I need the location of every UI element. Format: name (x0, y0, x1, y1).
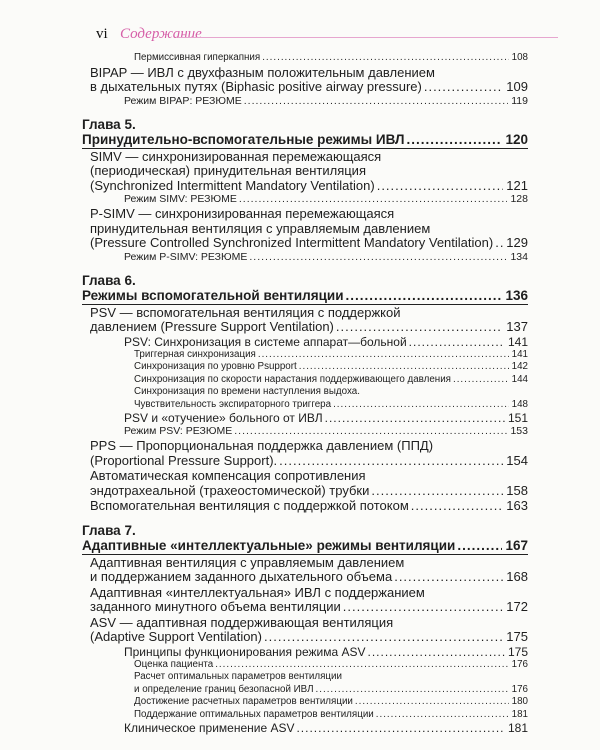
page-ref: 158 (506, 482, 528, 498)
toc-entry[interactable] (82, 659, 528, 672)
page-ref: 141 (511, 348, 528, 360)
leader-dots (336, 320, 503, 335)
entry-title: в дыхательных путях (Biphasic positive airway pressure) (90, 79, 422, 94)
leader-dots (234, 425, 507, 438)
entry-title: Режим P-SIMV: РЕЗЮМЕ (124, 250, 248, 263)
toc-chapter[interactable] (82, 523, 528, 555)
page-ref: 120 (505, 131, 528, 147)
toc-entry[interactable] (82, 386, 528, 411)
entry-title-line: SIMV — синхронизированная перемежающаяся (90, 148, 382, 164)
page-ref: 153 (510, 425, 528, 437)
toc-entry[interactable] (82, 150, 528, 194)
entry-title: PSV и «отучение» больного от ИВЛ (124, 411, 323, 425)
entry-title-line: BIPAP — ИВЛ с двухфазным положительным давлением (90, 64, 435, 80)
leader-dots (316, 684, 509, 697)
page-ref: 109 (506, 79, 528, 94)
entry-title: заданного минутного объема вентиляции (90, 599, 341, 614)
page-ref: 172 (506, 599, 528, 614)
leader-dots (394, 570, 503, 585)
toc-entry[interactable] (82, 306, 528, 335)
toc-entry[interactable] (82, 193, 528, 206)
page-ref: 137 (506, 319, 528, 334)
leader-dots (215, 659, 508, 672)
leader-dots (368, 645, 505, 659)
toc-entry[interactable] (82, 696, 528, 709)
leader-dots (495, 236, 503, 251)
entry-title: Синхронизация по уровню Psupport (134, 361, 297, 372)
toc-entry[interactable] (82, 556, 528, 585)
entry-title-line: ASV — адаптивная поддерживающая вентиляция (90, 614, 394, 630)
page-ref: 168 (506, 569, 528, 584)
entry-title: (Synchronized Intermittent Mandatory Ventilation) (90, 177, 375, 193)
page-ref: 119 (511, 94, 528, 107)
toc-entry[interactable] (82, 66, 528, 95)
page-ref: 142 (511, 361, 528, 372)
leader-dots (343, 600, 504, 615)
entry-title: Режим BIPAP: РЕЗЮМЕ (124, 94, 242, 107)
entry-title-line: Расчет оптимальных параметров вентиляции (134, 671, 342, 682)
entry-title: Пермиссивная гиперкапния (134, 52, 261, 63)
page-ref: 136 (505, 287, 528, 303)
leader-dots (239, 193, 508, 206)
entry-title: Триггерная синхронизация (134, 348, 256, 360)
leader-dots (264, 630, 503, 645)
chapter-label: Глава 7. (82, 522, 136, 538)
leader-dots (355, 696, 509, 709)
entry-title: и определение границ безопасной ИВЛ (134, 683, 314, 695)
toc-entry[interactable] (82, 671, 528, 696)
toc-entry[interactable] (82, 335, 528, 349)
toc-entry[interactable] (82, 499, 528, 514)
leader-dots (377, 179, 504, 194)
page-ref: 154 (506, 452, 528, 468)
entry-title: Принципы функционирования режима ASV (124, 644, 366, 659)
entry-title: Вспомогательная вентиляция с поддержкой потоком (90, 498, 409, 513)
toc-entry[interactable] (82, 439, 528, 468)
toc-entry[interactable] (82, 721, 528, 735)
entry-title: Режим PSV: РЕЗЮМЕ (124, 425, 233, 437)
leader-dots (325, 411, 505, 425)
entry-title-line: (периодическая) принудительная вентиляция (90, 163, 366, 178)
toc-entry[interactable] (82, 251, 528, 264)
toc-entry[interactable] (82, 469, 528, 498)
page-ref: 181 (511, 708, 528, 720)
leader-dots (333, 399, 509, 412)
entry-title: (Proportional Pressure Support). (90, 452, 278, 468)
entry-title: Чувствительность экспираторного триггера (134, 398, 332, 410)
toc-chapter[interactable] (82, 273, 528, 305)
toc-entry[interactable] (82, 425, 528, 438)
page-ref: 108 (511, 52, 528, 63)
leader-dots (258, 349, 509, 362)
entry-title-line: Автоматическая компенсация сопротивления (90, 468, 366, 483)
page-ref: 181 (507, 721, 528, 735)
entry-title: и поддержанием заданного дыхательного объема (90, 569, 393, 584)
entry-title: (Adaptive Support Ventilation) (90, 629, 262, 644)
entry-title-line: P-SIMV — синхронизированная перемежающаяся (90, 206, 395, 221)
toc-entry[interactable] (82, 645, 528, 659)
leader-dots (346, 288, 503, 303)
page-ref: 134 (510, 250, 528, 263)
page-ref: 175 (507, 644, 528, 659)
page-ref: 180 (511, 696, 528, 707)
toc-entry[interactable] (82, 709, 528, 722)
leader-dots (406, 132, 502, 147)
leader-dots (371, 484, 503, 499)
leader-dots (411, 499, 504, 514)
entry-title: Адаптивные «интеллектуальные» режимы вентиляции (82, 537, 456, 553)
leader-dots (296, 721, 505, 735)
page-ref: 176 (511, 683, 528, 695)
running-title: Содержание (120, 26, 202, 42)
page-ref: 167 (505, 537, 528, 553)
page-header (96, 26, 556, 44)
toc-entry[interactable] (82, 374, 528, 387)
chapter-label: Глава 6. (82, 272, 136, 288)
entry-title: Поддержание оптимальных параметров вентиляции (134, 708, 374, 720)
page-ref: 176 (511, 658, 528, 670)
leader-dots (409, 335, 505, 349)
leader-dots (299, 361, 509, 374)
leader-dots (249, 251, 507, 264)
entry-title: PSV: Синхронизация в системе аппарат—больной (124, 334, 407, 349)
page-ref: 128 (510, 193, 528, 205)
entry-title: Достижение расчетных параметров вентиляции (134, 696, 353, 707)
entry-title-line: Адаптивная «интеллектуальная» ИВЛ с поддержанием (90, 584, 425, 600)
leader-dots (457, 538, 502, 553)
header-rule (178, 37, 558, 38)
page-ref: 151 (507, 411, 528, 425)
toc-entry[interactable] (82, 207, 528, 251)
entry-title: Принудительно-вспомогательные режимы ИВЛ (82, 131, 405, 147)
table-of-contents (82, 52, 528, 735)
page-ref: 129 (506, 235, 528, 250)
toc-entry[interactable] (82, 361, 528, 374)
entry-title: Синхронизация по скорости нарастания поддерживающего давления (134, 373, 451, 385)
toc-entry[interactable] (82, 95, 528, 108)
toc-entry[interactable] (82, 349, 528, 362)
toc-entry[interactable] (82, 586, 528, 615)
page-ref: 148 (511, 398, 528, 410)
leader-dots (453, 374, 509, 387)
entry-title: Режимы вспомогательной вентиляции (82, 287, 344, 303)
page-ref: 144 (511, 373, 528, 385)
leader-dots (424, 80, 503, 95)
leader-dots (262, 52, 508, 65)
page-ref: 121 (506, 177, 528, 193)
leader-dots (244, 95, 508, 108)
entry-title: давлением (Pressure Support Ventilation) (90, 319, 334, 334)
leader-dots (376, 709, 509, 722)
page-ref: 163 (506, 498, 528, 513)
entry-title: Клиническое применение ASV (124, 721, 295, 735)
entry-title-line: PPS — Пропорциональная поддержка давлением (ППД) (90, 438, 434, 453)
entry-title-line: принудительная вентиляция с управляемым давлением (90, 220, 431, 236)
entry-title: эндотрахеальной (трахеостомической) трубки (90, 482, 370, 498)
toc-entry[interactable] (82, 616, 528, 645)
entry-title-line: Адаптивная вентиляция с управляемым давлением (90, 554, 405, 570)
page-ref: 175 (506, 629, 528, 644)
toc-chapter[interactable] (82, 117, 528, 149)
leader-dots (279, 454, 503, 469)
entry-title-line: PSV — вспомогательная вентиляция с поддержкой (90, 304, 401, 320)
entry-title: Режим SIMV: РЕЗЮМЕ (124, 193, 237, 205)
toc-entry[interactable] (82, 52, 528, 65)
entry-title-line: Синхронизация по времени наступления выдоха. (134, 386, 360, 397)
page-number: vi (96, 26, 108, 42)
toc-entry[interactable] (82, 411, 528, 425)
page-ref: 141 (507, 334, 528, 349)
chapter-label: Глава 5. (82, 116, 136, 132)
entry-title: Оценка пациента (134, 658, 214, 670)
entry-title: (Pressure Controlled Synchronized Intermittent Mandatory Ventilation) (90, 235, 494, 250)
